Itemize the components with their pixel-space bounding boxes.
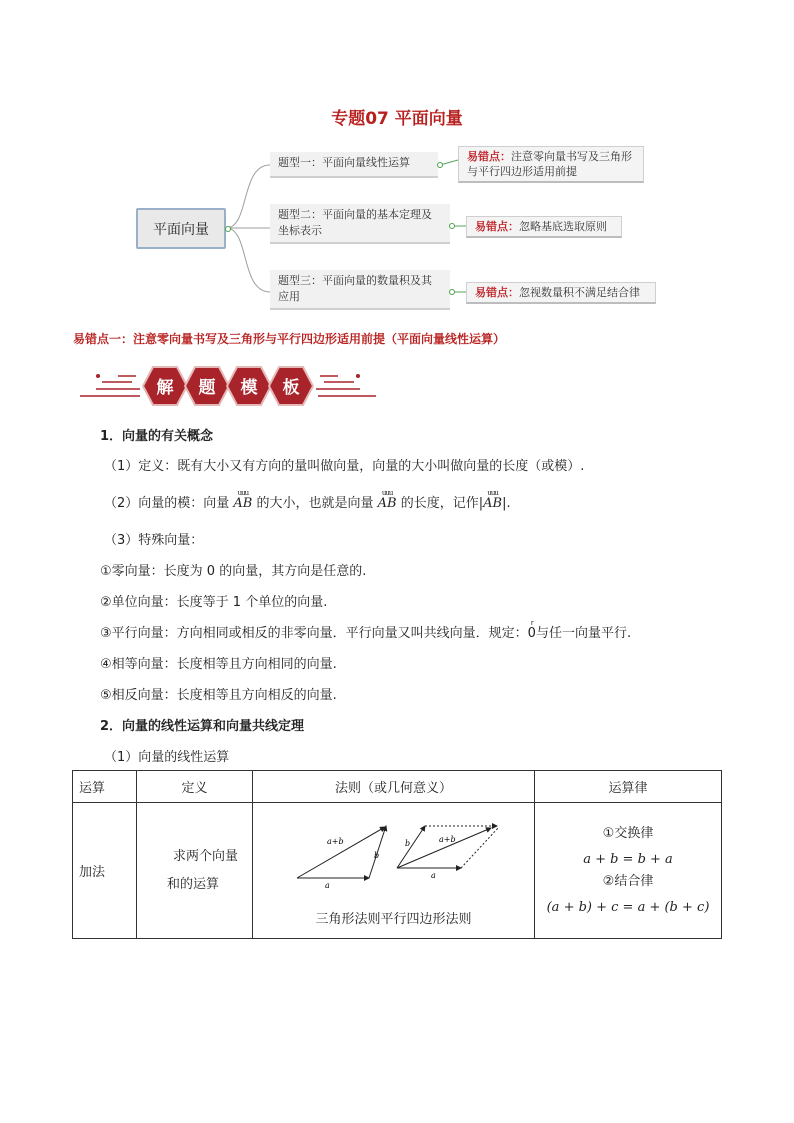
subheading-linear-ops: （1）向量的线性运算 bbox=[104, 750, 230, 765]
tri-label-b: b bbox=[373, 851, 379, 860]
item-equal-vector: ④相等向量：长度相等且方向相同的向量. bbox=[100, 657, 337, 672]
tip-3-label: 易错点： bbox=[475, 286, 519, 299]
tip-2-label: 易错点： bbox=[475, 220, 519, 233]
banner-hex-3 bbox=[226, 366, 272, 410]
banner-hex-4 bbox=[268, 366, 314, 410]
law-associative: ②结合律 bbox=[602, 873, 654, 889]
tri-label-a: a bbox=[324, 881, 330, 890]
vector-ab-3: uuu AB bbox=[483, 489, 503, 511]
modulus-text-d: . bbox=[506, 496, 511, 511]
tip-3-text: 忽视数量积不满足结合律 bbox=[519, 286, 640, 299]
cell-rule bbox=[253, 803, 535, 939]
mindmap-branch-3: 题型三：平面向量的数量积及其应用 bbox=[270, 270, 450, 310]
par-label-a: a bbox=[430, 871, 436, 880]
def-line-1: 求两个向量 bbox=[173, 848, 239, 864]
mindmap-tip-3 bbox=[466, 282, 656, 304]
parallelogram-rule-diagram bbox=[397, 826, 499, 880]
cell-law bbox=[535, 803, 722, 939]
banner-char-4: 板 bbox=[282, 378, 300, 398]
modulus-text-c: 的长度，记作 bbox=[400, 496, 479, 511]
header-def: 定义 bbox=[137, 771, 253, 803]
paragraph-modulus: （2）向量的模：向量 uuu AB 的大小，也就是向量 uuu AB 的长度，记作| uuu AB|. bbox=[104, 489, 511, 511]
item-zero-vector: ①零向量：长度为 0 的向量，其方向是任意的. bbox=[100, 564, 367, 579]
mindmap-tip-1 bbox=[458, 146, 644, 183]
heading-linear-ops: 2．向量的线性运算和向量共线定理 bbox=[100, 719, 305, 734]
mindmap-root: 平面向量 bbox=[136, 208, 226, 249]
rules-table bbox=[72, 770, 722, 939]
parallel-text-b: 与任一向量平行. bbox=[535, 626, 632, 641]
parallel-text-a: ③平行向量：方向相同或相反的非零向量．平行向量又叫共线向量．规定： bbox=[100, 626, 528, 641]
mindmap-branch-2-dot bbox=[449, 223, 455, 229]
header-law: 运算律 bbox=[535, 771, 722, 803]
item-parallel-vector bbox=[100, 619, 632, 641]
mindmap-branch-1-dot bbox=[437, 162, 443, 168]
law-commutative-formula: a + b = b + a bbox=[583, 851, 673, 867]
tip-2-text: 忽略基底选取原则 bbox=[519, 220, 607, 233]
item-unit-vector: ②单位向量：长度等于 1 个单位的向量. bbox=[100, 595, 328, 610]
mindmap-branch-2: 题型二：平面向量的基本定理及坐标表示 bbox=[270, 204, 450, 244]
law-commutative: ①交换律 bbox=[602, 825, 654, 841]
banner-hex-2 bbox=[184, 366, 230, 410]
mindmap-branch-3-dot bbox=[449, 289, 455, 295]
section-heading: 易错点一：注意零向量书写及三角形与平行四边形适用前提（平面向量线性运算） bbox=[73, 332, 506, 346]
par-label-b: b bbox=[404, 839, 410, 848]
law-associative-formula: (a + b) + c = a + (b + c) bbox=[546, 899, 710, 915]
triangle-rule-diagram bbox=[297, 826, 386, 890]
mindmap-branch-1: 题型一：平面向量线性运算 bbox=[270, 152, 438, 178]
cell-op: 加法 bbox=[73, 803, 137, 939]
header-rule: 法则（或几何意义） bbox=[253, 771, 535, 803]
cell-def bbox=[137, 803, 253, 939]
mindmap-tip-2 bbox=[466, 216, 622, 238]
banner-char-1: 解 bbox=[156, 378, 174, 398]
tip-1-label: 易错点： bbox=[467, 150, 511, 163]
vector-ab-2: uuu AB bbox=[377, 489, 397, 511]
paragraph-special: （3）特殊向量： bbox=[104, 533, 204, 548]
vector-ab-1: uuu AB bbox=[233, 489, 253, 511]
tip-1-text: 注意零向量书写及三角形与平行四边形适用前提 bbox=[467, 150, 632, 178]
banner-char-3: 模 bbox=[240, 378, 258, 398]
par-label-sum: a+b bbox=[438, 835, 456, 844]
page-title: 专题07 平面向量 bbox=[331, 109, 463, 129]
vector-diagrams bbox=[279, 820, 509, 890]
def-line-2: 和的运算 bbox=[167, 876, 220, 892]
mindmap-root-dot bbox=[225, 226, 231, 232]
header-op: 运算 bbox=[73, 771, 137, 803]
item-opposite-vector: ⑤相反向量：长度相等且方向相反的向量. bbox=[100, 688, 337, 703]
tri-label-sum: a+b bbox=[326, 837, 344, 846]
heading-concepts: 1．向量的有关概念 bbox=[100, 429, 214, 444]
modulus-text-b: 的大小，也就是向量 bbox=[256, 496, 374, 511]
banner-hex-1 bbox=[142, 366, 188, 410]
zero-vector-symbol: r 0 bbox=[527, 619, 536, 641]
banner-char-2: 题 bbox=[198, 378, 216, 398]
rule-caption: 三角形法则平行四边形法则 bbox=[315, 912, 472, 927]
modulus-text-a: （2）向量的模：向量 bbox=[104, 496, 230, 511]
paragraph-definition: （1）定义：既有大小又有方向的量叫做向量，向量的大小叫做向量的长度（或模）. bbox=[104, 459, 585, 474]
